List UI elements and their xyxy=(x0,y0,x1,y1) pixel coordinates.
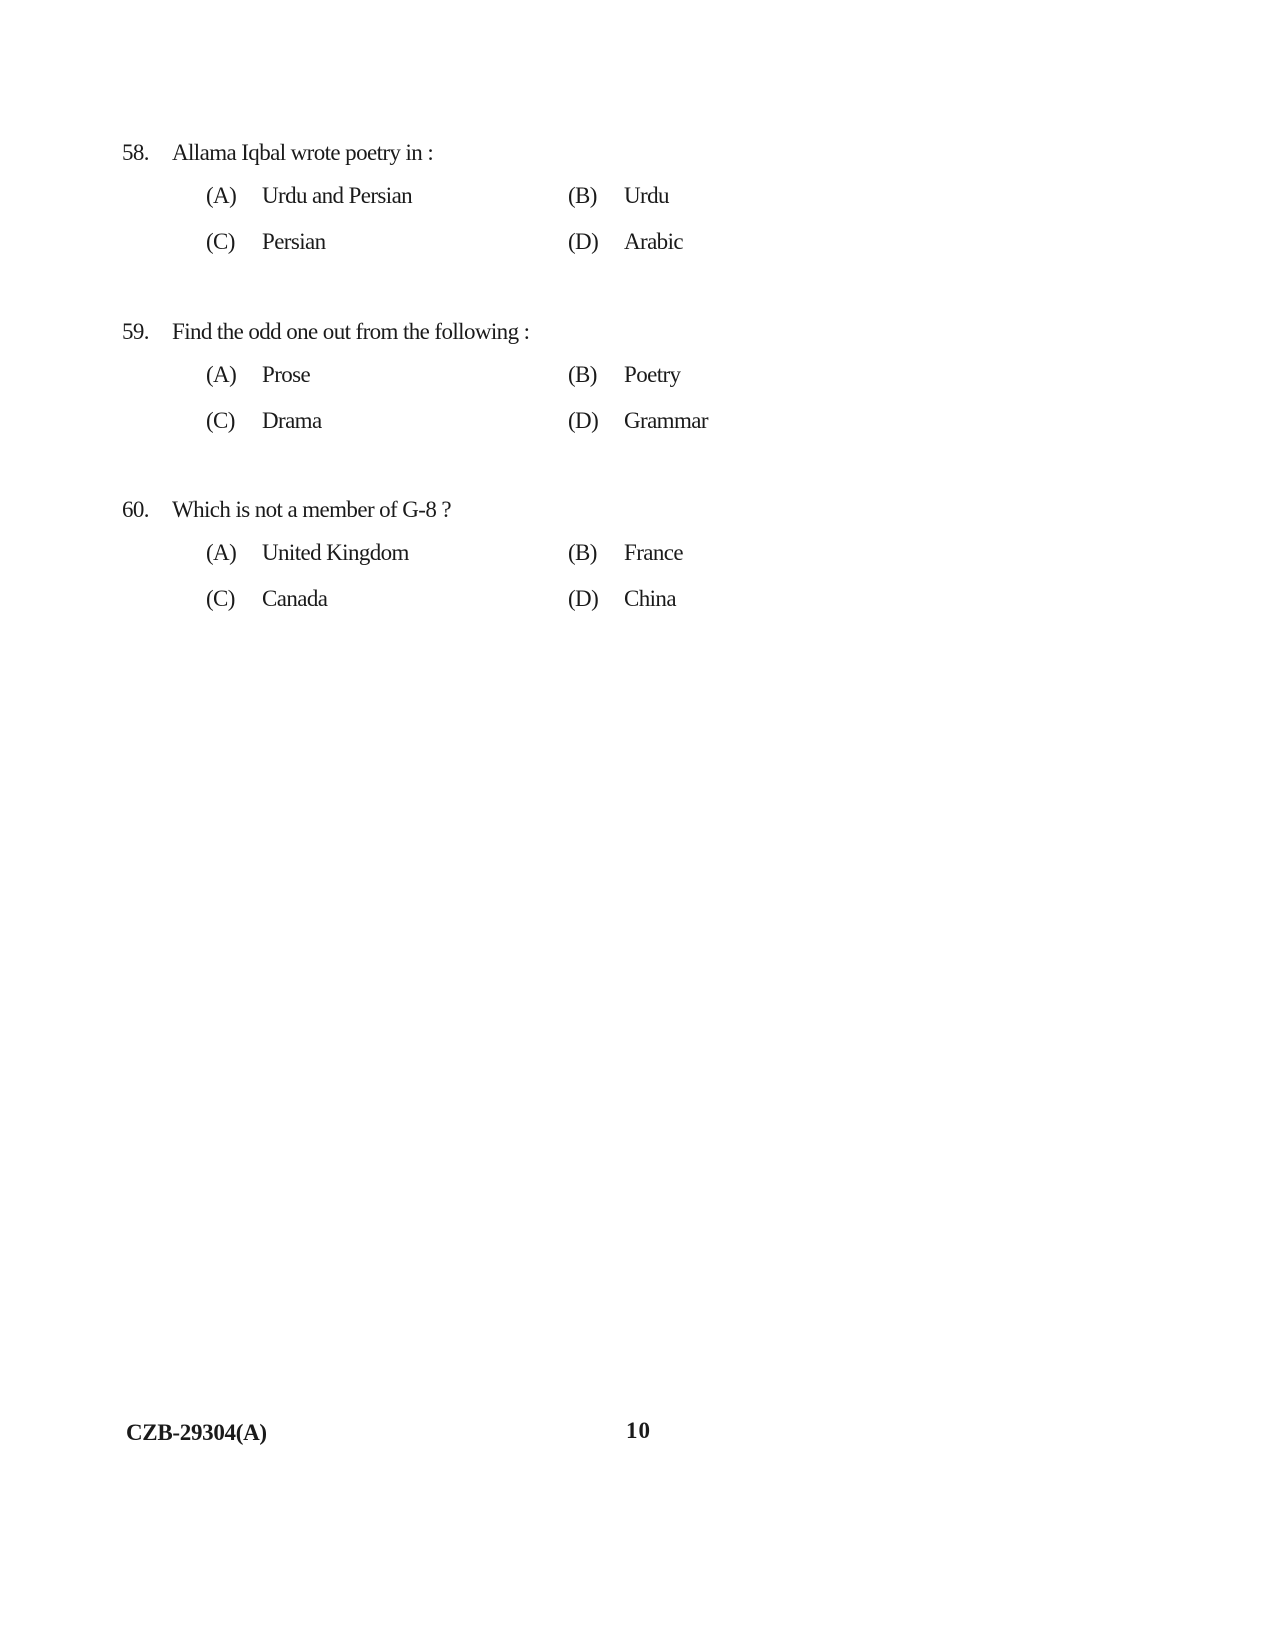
option-row xyxy=(122,219,1022,265)
option-text: Urdu xyxy=(624,183,669,208)
option-label: (D) xyxy=(568,586,599,611)
option-text: Persian xyxy=(262,229,326,254)
option-label: (D) xyxy=(568,229,599,254)
option-a xyxy=(206,530,409,576)
option-row xyxy=(122,530,1022,576)
option-row xyxy=(122,352,1022,398)
question-text: Which is not a member of G-8 ? xyxy=(172,497,451,522)
option-b xyxy=(568,530,683,576)
question-60 xyxy=(122,490,1022,622)
option-text: Arabic xyxy=(624,229,683,254)
option-c xyxy=(206,398,322,444)
option-label: (A) xyxy=(206,183,237,208)
question-number: 58. xyxy=(122,140,149,165)
option-text: United Kingdom xyxy=(262,540,409,565)
option-d xyxy=(568,576,676,622)
option-c xyxy=(206,576,327,622)
option-label: (B) xyxy=(568,183,597,208)
option-label: (B) xyxy=(568,540,597,565)
question-text: Allama Iqbal wrote poetry in : xyxy=(172,140,434,165)
option-text: Canada xyxy=(262,586,328,611)
option-row xyxy=(122,576,1022,622)
option-d xyxy=(568,219,683,265)
question-number: 59. xyxy=(122,319,149,344)
option-text: France xyxy=(624,540,683,565)
question-58 xyxy=(122,133,1022,265)
question-stem xyxy=(122,312,1022,352)
option-b xyxy=(568,352,680,398)
option-label: (A) xyxy=(206,362,237,387)
option-text: Drama xyxy=(262,408,322,433)
option-text: Prose xyxy=(262,362,311,387)
option-d xyxy=(568,398,708,444)
option-label: (D) xyxy=(568,408,599,433)
option-text: China xyxy=(624,586,676,611)
option-row xyxy=(122,398,1022,444)
option-b xyxy=(568,173,669,219)
option-label: (C) xyxy=(206,229,235,254)
option-a xyxy=(206,352,310,398)
option-text: Poetry xyxy=(624,362,681,387)
option-label: (A) xyxy=(206,540,237,565)
option-c xyxy=(206,219,326,265)
option-row xyxy=(122,173,1022,219)
page-number: 10 xyxy=(626,1418,651,1443)
option-text: Grammar xyxy=(624,408,708,433)
option-a xyxy=(206,173,412,219)
option-label: (C) xyxy=(206,408,235,433)
question-text: Find the odd one out from the following : xyxy=(172,319,530,344)
question-number: 60. xyxy=(122,497,149,522)
question-stem xyxy=(122,490,1022,530)
question-stem xyxy=(122,133,1022,173)
question-59 xyxy=(122,312,1022,444)
option-label: (C) xyxy=(206,586,235,611)
paper-code: CZB-29304(A) xyxy=(126,1420,267,1445)
option-text: Urdu and Persian xyxy=(262,183,413,208)
option-label: (B) xyxy=(568,362,597,387)
